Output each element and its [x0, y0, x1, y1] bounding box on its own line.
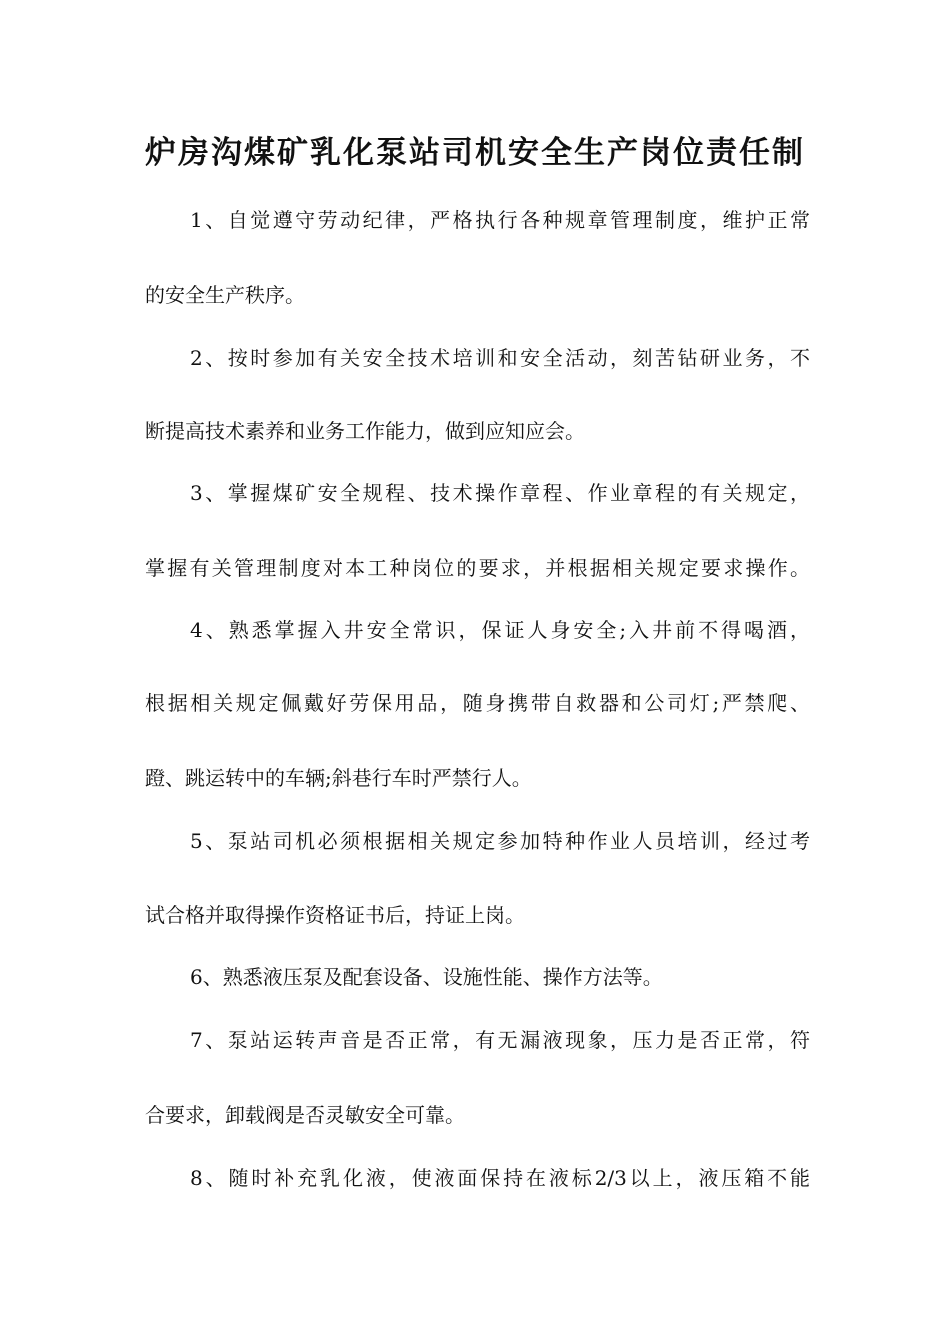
clause-5-line-2: 试合格并取得操作资格证书后，持证上岗。 — [145, 903, 525, 927]
clause-4-line-2: 根据相关规定佩戴好劳保用品，随身携带自救器和公司灯;严禁爬、 — [145, 691, 810, 715]
clause-3-line-2: 掌握有关管理制度对本工种岗位的要求，并根据相关规定要求操作。 — [145, 556, 810, 580]
clause-7-line-1: 7、泵站运转声音是否正常，有无漏液现象，压力是否正常，符 — [190, 1028, 810, 1052]
clause-7-line-2: 合要求，卸载阀是否灵敏安全可靠。 — [145, 1103, 465, 1127]
clause-3-line-1: 3、掌握煤矿安全规程、技术操作章程、作业章程的有关规定， — [190, 481, 810, 505]
clause-2-line-2: 断提高技术素养和业务工作能力，做到应知应会。 — [145, 419, 585, 443]
clause-4-line-3: 蹬、跳运转中的车辆;斜巷行车时严禁行人。 — [145, 766, 532, 790]
clause-2-line-1: 2、按时参加有关安全技术培训和安全活动，刻苦钻研业务，不 — [190, 346, 810, 370]
clause-4-line-1: 4、熟悉掌握入井安全常识，保证人身安全;入井前不得喝酒， — [190, 618, 810, 642]
clause-5-line-1: 5、泵站司机必须根据相关规定参加特种作业人员培训，经过考 — [190, 829, 810, 853]
clause-6-line-1: 6、熟悉液压泵及配套设备、设施性能、操作方法等。 — [190, 965, 663, 989]
document-title: 炉房沟煤矿乳化泵站司机安全生产岗位责任制 — [145, 135, 805, 171]
clause-1-line-2: 的安全生产秩序。 — [145, 283, 305, 307]
clause-1-line-1: 1、自觉遵守劳动纪律，严格执行各种规章管理制度，维护正常 — [190, 208, 810, 232]
clause-8-line-1: 8、随时补充乳化液，使液面保持在液标2/3以上，液压箱不能 — [190, 1166, 810, 1190]
